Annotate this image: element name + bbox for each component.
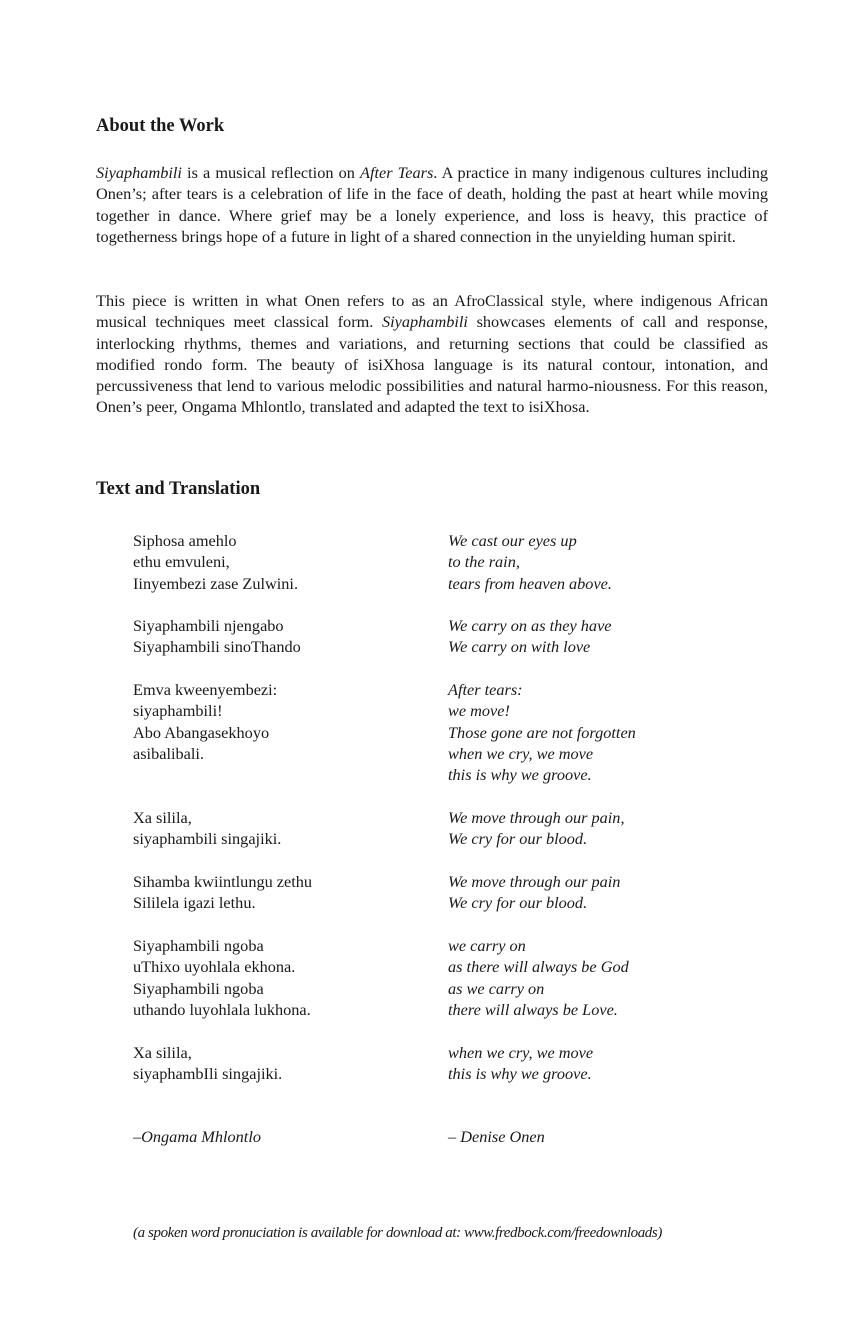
verse-line: asibalibali. [133, 743, 204, 763]
verse-line: when we cry, we move [448, 1043, 594, 1062]
english-stanza [448, 935, 629, 1020]
paragraph-text: is a musical reflection on [181, 163, 361, 182]
verse-line: as there will always be God [448, 957, 629, 977]
verse-line: Siyaphambili ngoba [133, 936, 264, 955]
verse-line: tears from heaven above. [448, 573, 612, 593]
english-stanza [448, 679, 636, 785]
verse-line: uthando luyohlala lukhona. [133, 999, 311, 1019]
xhosa-author-signature: –Ongama Mhlontlo [133, 1127, 261, 1146]
verse-line: Siphosa amehlo [133, 531, 237, 550]
verse-line: We cry for our blood. [448, 893, 588, 913]
paragraph-text: showcases elements of call and response, interlocking rhythms, themes and variations, and returning sections that could be classified as modified rondo form. The beauty of isiXhosa language is its natural contour, intonation, and percussiveness that lend to various melodic possibilities and natural harmo-niousness. For this reason, Onen’s peer, Ongama Mhlontlo, translated and adapted the text to isiXhosa. [96, 312, 768, 417]
about-paragraph-1 [96, 162, 768, 247]
verse-line: Emva kweenyembezi: [133, 680, 278, 699]
verse-line: Siyaphambili ngoba [133, 978, 264, 998]
verse-line: Xa silila, [133, 1043, 192, 1062]
verse-line: We cast our eyes up [448, 531, 577, 550]
verse-line: Xa silila, [133, 808, 192, 827]
verse-line: We cry for our blood. [448, 829, 588, 849]
about-heading: About the Work [96, 116, 225, 136]
xhosa-stanza [133, 679, 277, 764]
about-paragraph-2 [96, 290, 768, 418]
english-stanza [448, 1042, 593, 1085]
english-stanza [448, 871, 620, 914]
verse-line: ethu emvuleni, [133, 552, 230, 572]
verse-line: this is why we groove. [448, 765, 592, 785]
work-title: Siyaphambili [96, 163, 182, 182]
verse-line: siyaphambIli singajiki. [133, 1064, 283, 1084]
translation-heading: Text and Translation [96, 479, 261, 499]
verse-line: we carry on [448, 936, 526, 955]
verse-line: this is why we groove. [448, 1064, 592, 1084]
verse-line: to the rain, [448, 552, 520, 572]
xhosa-stanza [133, 530, 298, 594]
verse-line: Iinyembezi zase Zulwini. [133, 573, 299, 593]
english-author-signature: – Denise Onen [448, 1127, 545, 1146]
work-title: Siyaphambili [382, 312, 468, 332]
xhosa-stanza [133, 807, 281, 850]
verse-line: Abo Abangasekhoyo [133, 722, 270, 742]
english-stanza [448, 807, 625, 850]
verse-line: uThixo uyohlala ekhona. [133, 957, 296, 977]
verse-line: Siyaphambili sinoThando [133, 637, 301, 657]
xhosa-stanza [133, 935, 311, 1020]
verse-line: siyaphambili singajiki. [133, 829, 282, 849]
verse-line: We carry on with love [448, 637, 591, 657]
verse-line: we move! [448, 701, 510, 721]
verse-line: We move through our pain [448, 872, 621, 891]
paragraph-text: This piece is written in what Onen refers to as an AfroClassical style, where indigenous African musical techniques meet classical form. [96, 291, 768, 332]
english-stanza [448, 530, 612, 594]
xhosa-stanza [133, 871, 312, 914]
verse-line: as we carry on [448, 978, 545, 998]
verse-line: Sililela igazi lethu. [133, 893, 256, 913]
verse-line: After tears: [448, 680, 523, 699]
verse-line: Those gone are not forgotten [448, 722, 636, 742]
english-stanza [448, 615, 612, 658]
xhosa-stanza [133, 1042, 282, 1085]
download-footnote: (a spoken word pronuciation is available for download at: www.fredbock.com/freedownloads) [133, 1225, 662, 1241]
verse-line: Sihamba kwiintlungu zethu [133, 872, 313, 891]
verse-line: siyaphambili! [133, 701, 223, 721]
paragraph-text: . A practice in many indigenous cultures including Onen’s; after tears is a celebration of life in the face of death, holding the past at heart while moving together in dance. Where grief may be a lonely experience, and loss is heavy, this practice of togetherness brings hope of a future in light of a shared connection in the unyielding human spirit. [96, 163, 768, 246]
verse-line: We move through our pain, [448, 808, 625, 827]
verse-line: there will always be Love. [448, 999, 618, 1019]
verse-line: Siyaphambili njengabo [133, 616, 284, 635]
xhosa-stanza [133, 615, 301, 658]
verse-line: when we cry, we move [448, 743, 594, 763]
after-tears-title: After Tears [360, 163, 434, 182]
verse-line: We carry on as they have [448, 616, 612, 635]
